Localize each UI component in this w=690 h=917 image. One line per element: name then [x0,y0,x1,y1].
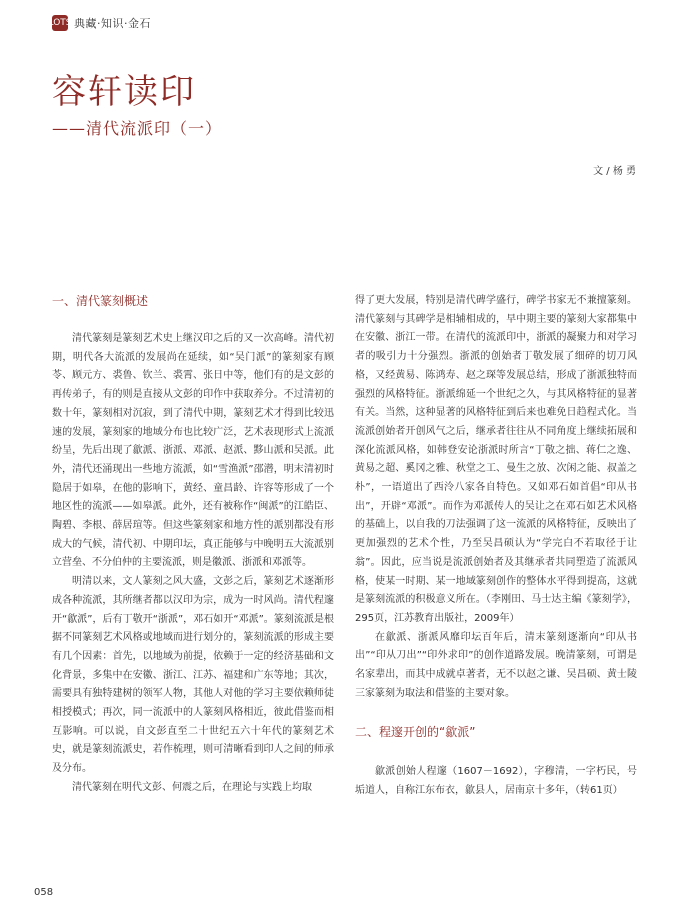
section-label: 典藏·知识·金石 [74,17,151,30]
magazine-logo: LOTS [52,15,68,31]
article-subtitle: ——清代流派印（一） [52,119,223,138]
body-paragraph: 在歙派、浙派风靡印坛百年后，清末篆刻逐渐向“印从书出”“印从刀出”“印外求印”的创作道路发展。晚清篆刻，可谓是名家辈出，而其中成就卓著者，无不以赵之谦、吴昌硕、黄士陵三家篆刻为取法和借鉴的主要对象。 [355,631,637,699]
left-column [52,292,334,798]
article-title: 容轩读印 [52,72,196,112]
right-column [355,292,637,801]
body-paragraph: 歙派创始人程邃（1607－1692），字穆清，一字朽民，号垢道人，自称江东布衣，歙县人，居南京十多年，（转61页） [355,766,637,797]
section-heading-1: 一、清代篆刻概述 [52,294,149,308]
page-number: 058 [34,887,54,898]
body-paragraph-continued: 得了更大发展，特别是清代碑学盛行，碑学书家无不兼擅篆刻。清代篆刻与其碑学是相辅相成的，早中期主要的篆刻大家都集中在安徽、浙江一带。在清代的流派印中，浙派的凝聚力和对学习者的吸引力十分强烈。浙派的创始者丁敬发展了细碎的切刀风格，又经黄易、陈鸿寿、赵之琛等发展总结，形成了浙派独特而强烈的风格特征。浙派绵延一个世纪之久，与其风格特征的显著有关。当然，这种显著的风格特征到后来也难免日趋程式化。当流派创始者开创风气之后，继承者往往从不同角度上继续拓展和深化流派风格，如韩登安论浙派时所言“丁敬之拙、蒋仁之逸、黄易之超、奚冈之雅、秋堂之工、曼生之放、次闲之能、叔盖之朴”，一语道出了西泠八家各自特色。又如邓石如首倡“印从书出”，开辟“邓派”。而作为邓派传人的吴让之在邓石如艺术风格的基础上，以自我的刀法强调了这一流派的风格特征，反映出了更加强烈的艺术个性，乃至吴昌硕认为“学完白不若取径于让翁”。因此，应当说是流派创始者及其继承者共同塑造了流派风格，使某一时期、某一地域篆刻创作的整体水平得到提高，这就是篆刻流派的积极意义所在。（李刚田、马士达主编《篆刻学》，295页，江苏教育出版社，2009年） [355,295,637,624]
body-paragraph: 清代篆刻在明代文彭、何震之后，在理论与实践上均取 [72,781,312,793]
page-header [48,14,151,32]
article-author: 文 / 杨 勇 [593,166,636,177]
section-heading-2: 二、程邃开创的“歙派” [355,725,476,740]
body-paragraph: 明清以来，文人篆刻之风大盛，文彭之后，篆刻艺术逐渐形成各种流派，其所继者都以汉印为宗，成为一时风尚。清代程邃开“歙派”，后有丁敬开“浙派”，邓石如开“邓派”。篆刻流派是根据不同篆刻艺术风格或地域而进行划分的，篆刻流派的形成主要有几个因素：首先，以地域为前提，依赖于一定的经济基础和文化背景，多集中在安徽、浙江、江苏、福建和广东等地；其次，需要具有独特建树的领军人物，其他人对他的学习主要依赖师徒相授模式；再次，同一流派中的人篆刻风格相近，彼此借鉴而相互影响。可以说，自文彭直至二十世纪五六十年代的篆刻艺术史，就是篆刻流派史，若作梳理，则可清晰看到印人之间的师承及分布。 [52,576,334,775]
body-paragraph: 清代篆刻是篆刻艺术史上继汉印之后的又一次高峰。清代初期，明代各大流派的发展尚在延续，如“吴门派”的篆刻家有顾苓、顾元方、裘鲁、钦兰、裘霄、张日中等，他们有的是文彭的再传弟子，有的则是直接从文彭的印作中获取养分。不过清初的数十年，篆刻相对沉寂，到了清代中期，篆刻艺术才得到比较迅速的发展，篆刻家的地域分布也比较广泛，艺术表现形式上流派纷呈，先后出现了歙派、浙派、邓派、赵派、黟山派和吴派。此外，清代还涌现出一些地方流派，如“雪渔派”邵潜，明末清初时隐居于如皋，在他的影响下，黄经、童昌龄、许容等形成了一个地区性的流派——如皋派。此外，还有被称作“闽派”的江皓臣、陶碧、李根、薛居瑄等。但这些篆刻家和地方性的派别都没有形成大的气候，清代初、中期印坛，真正能够与中晚明五大流派别立营垒、不分伯仲的主要流派，则是徽派、浙派和邓派等。 [52,333,334,569]
